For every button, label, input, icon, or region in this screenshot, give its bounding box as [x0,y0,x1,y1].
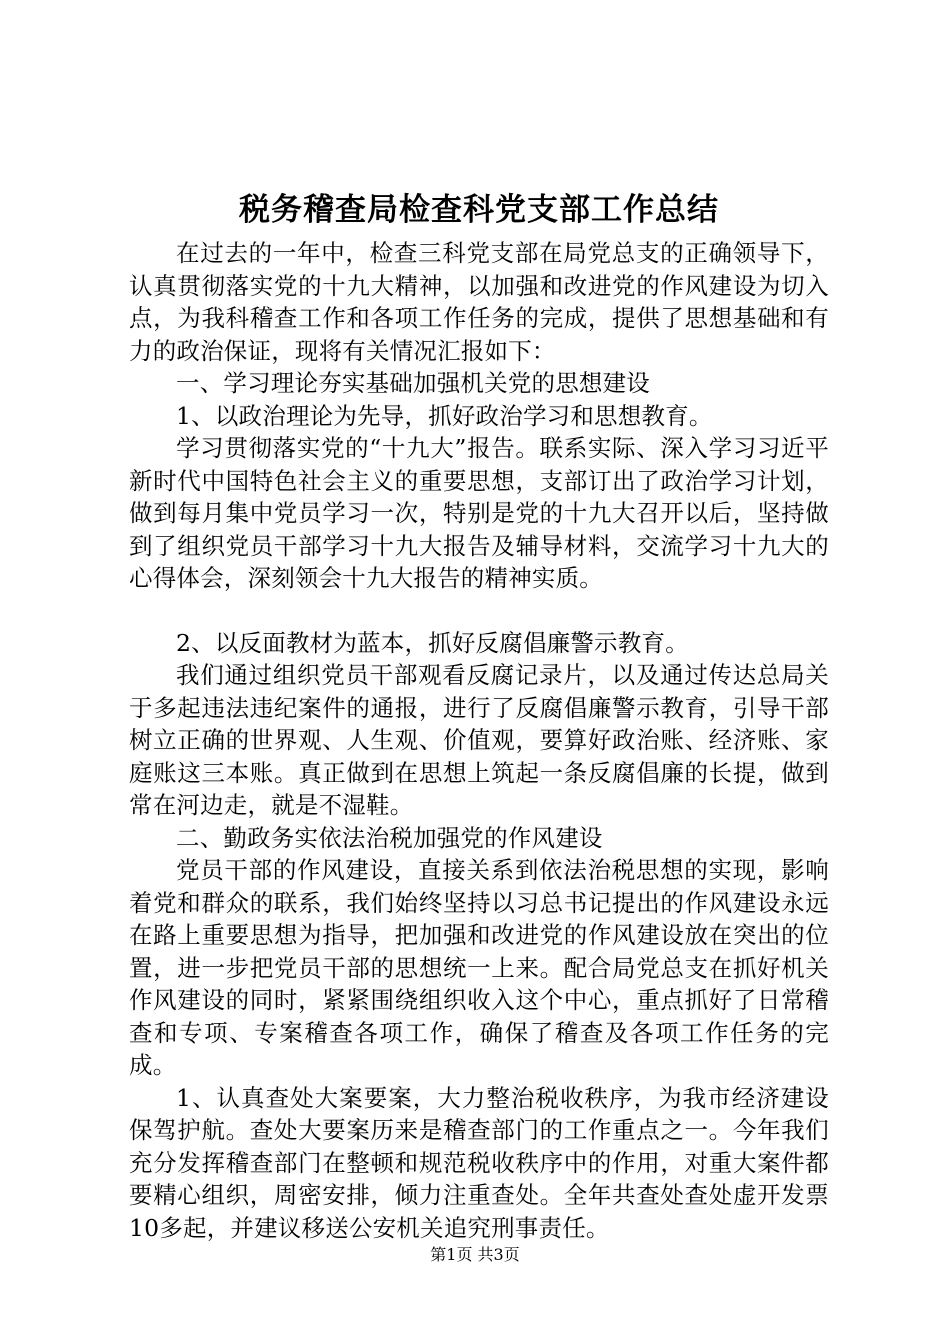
document-title: 税务稽查局检查科党支部工作总结 [239,192,719,228]
paragraph-work-style: 党员干部的作风建设，直接关系到依法治税思想的实现，影响着党和群众的联系，我们始终坚持以习总书记提出的作风建设永远在路上重要思想为指导，把加强和改进党的作风建设放在突出的位置，进一步把党员干部的思想统一上来。配合局党总支在抓好机关作风建设的同时，紧紧围绕组织收入这个中心，重点抓好了日常稽查和专项、专案稽查各项工作，确保了稽查及各项工作任务的完成。 [129,856,829,1079]
section-heading-1: 一、学习理论夯实基础加强机关党的思想建设 [176,369,650,397]
document-page [129,185,829,1244]
paragraph-major-cases: 1、认真查处大案要案，大力整治税收秩序，为我市经济建设保驾护航。查处大要案历来是稽查部门的工作重点之一。今年我们充分发挥稽查部门在整顿和规范税收秩序中的作用，对重大案件都要精心组织，周密安排，倾力注重查处。全年共查处查处虚开发票10多起，并建议移送公安机关追究刑事责任。 [129,1083,829,1242]
section-heading-2: 二、勤政务实依法治税加强党的作风建设 [176,823,603,852]
subheading-1-1: 1、以政治理论为先导，抓好政治学习和思想教育。 [176,401,713,430]
paragraph-anticorruption: 我们通过组织党员干部观看反腐记录片，以及通过传达总局关于多起违法违纪案件的通报，进行了反腐倡廉警示教育，引导干部树立正确的世界观、人生观、价值观，要算好政治账、经济账、家庭账这三本账。真正做到在思想上筑起一条反腐倡廉的长提，做到常在河边走，就是不湿鞋。 [129,661,829,819]
paragraph-study: 学习贯彻落实党的“十九大”报告。联系实际、深入学习习近平新时代中国特色社会主义的重要思想，支部订出了政治学习计划，做到每月集中党员学习一次，特别是党的十九大召开以后，坚持做到了组织党员干部学习十九大报告及辅导材料，交流学习十九大的心得体会，深刻领会十九大报告的精神实质。 [129,434,829,592]
subheading-1-2: 2、以反面教材为蓝本，抓好反腐倡廉警示教育。 [176,628,689,657]
page-footer: 第1页 共3页 [430,1245,520,1264]
paragraph-intro: 在过去的一年中，检查三科党支部在局党总支的正确领导下，认真贯彻落实党的十九大精神，以加强和改进党的作风建设为切入点，为我科稽查工作和各项工作任务的完成，提供了思想基础和有力的政治保证，现将有关情况汇报如下： [129,239,829,365]
